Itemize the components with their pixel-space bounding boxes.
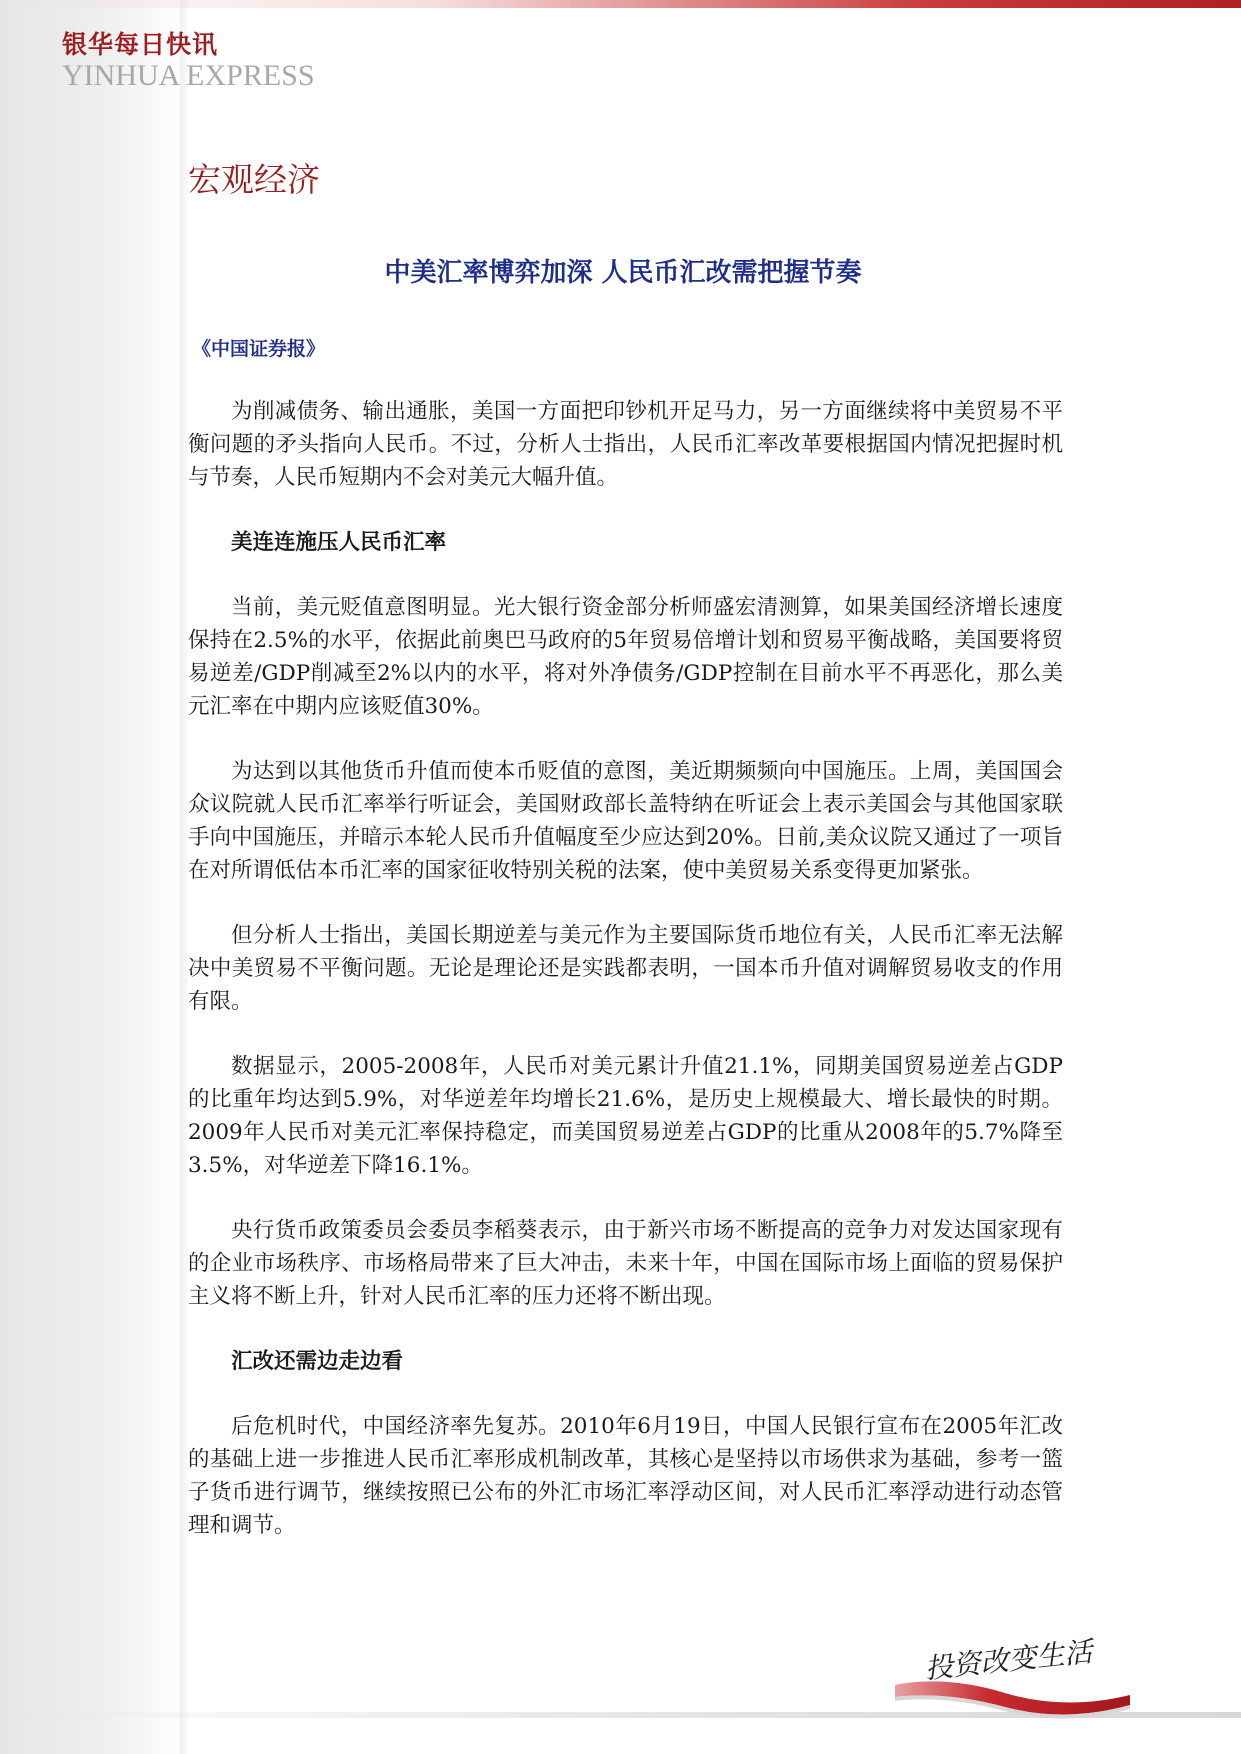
article-source: 《中国证券报》 (192, 338, 326, 360)
paragraph: 当前，美元贬值意图明显。光大银行资金部分析师盛宏清测算，如果美国经济增长速度保持在2.5%的水平，依据此前奥巴马政府的5年贸易倍增计划和贸易平衡战略，美国要将贸易逆差/GDP削减至2%以内的水平，将对外净债务/GDP控制在目前水平不再恶化，那么美元汇率在中期内应该贬值30%。 (188, 595, 1063, 719)
slogan-text: 投资改变生活 (923, 1634, 1094, 1686)
paragraph: 后危机时代，中国经济率先复苏。2010年6月19日，中国人民银行宣布在2005年汇改的基础上进一步推进人民币汇率形成机制改革，其核心是坚持以市场供求为基础，参考一篮子货币进行调节，继续按照已公布的外汇市场汇率浮动区间，对人民币汇率浮动进行动态管理和调节。 (188, 1414, 1063, 1538)
left-band-edge (180, 0, 188, 1754)
logo-english: YINHUA EXPRESS (62, 59, 315, 92)
paragraph: 但分析人士指出，美国长期逆差与美元作为主要国际货币地位有关，人民币汇率无法解决中美贸易不平衡问题。无论是理论还是实践都表明，一国本币升值对调解贸易收支的作用有限。 (188, 923, 1063, 1014)
article-body (188, 395, 1063, 1574)
logo-chinese: 银华每日快讯 (62, 30, 219, 59)
article-title: 中美汇率博弈加深 人民币汇改需把握节奏 (384, 258, 862, 288)
paragraph: 数据显示，2005-2008年，人民币对美元累计升值21.1%，同期美国贸易逆差占GDP的比重年均达到5.9%，对华逆差年均增长21.6%，是历史上规模最大、增长最快的时期。2009年人民币对美元汇率保持稳定，而美国贸易逆差占GDP的比重从2008年的5.7%降至3.5%，对华逆差下降16.1%。 (188, 1054, 1063, 1178)
paragraph: 为削减债务、输出通胀，美国一方面把印钞机开足马力，另一方面继续将中美贸易不平衡问题的矛头指向人民币。不过，分析人士指出，人民币汇率改革要根据国内情况把握时机与节奏，人民币短期内不会对美元大幅升值。 (188, 399, 1063, 490)
left-gradient-band (0, 0, 190, 1754)
subheading: 汇改还需边走边看 (231, 1349, 404, 1374)
slogan-ribbon (885, 1625, 1135, 1725)
paragraph: 为达到以其他货币升值而使本币贬值的意图，美近期频频向中国施压。上周，美国国会众议院就人民币汇率举行听证会，美国财政部长盖特纳在听证会上表示美国会与其他国家联手向中国施压，并暗示本轮人民币升值幅度至少应达到20%。日前,美众议院又通过了一项旨在对所谓低估本币汇率的国家征收特别关税的法案，使中美贸易关系变得更加紧张。 (188, 759, 1063, 883)
top-accent-line (0, 0, 1241, 12)
section-title: 宏观经济 (188, 160, 320, 199)
paragraph: 央行货币政策委员会委员李稻葵表示，由于新兴市场不断提高的竞争力对发达国家现有的企业市场秩序、市场格局带来了巨大冲击，未来十年，中国在国际市场上面临的贸易保护主义将不断上升，针对人民币汇率的压力还将不断出现。 (188, 1218, 1063, 1309)
subheading: 美连连施压人民币汇率 (231, 530, 447, 555)
logo (62, 30, 315, 92)
